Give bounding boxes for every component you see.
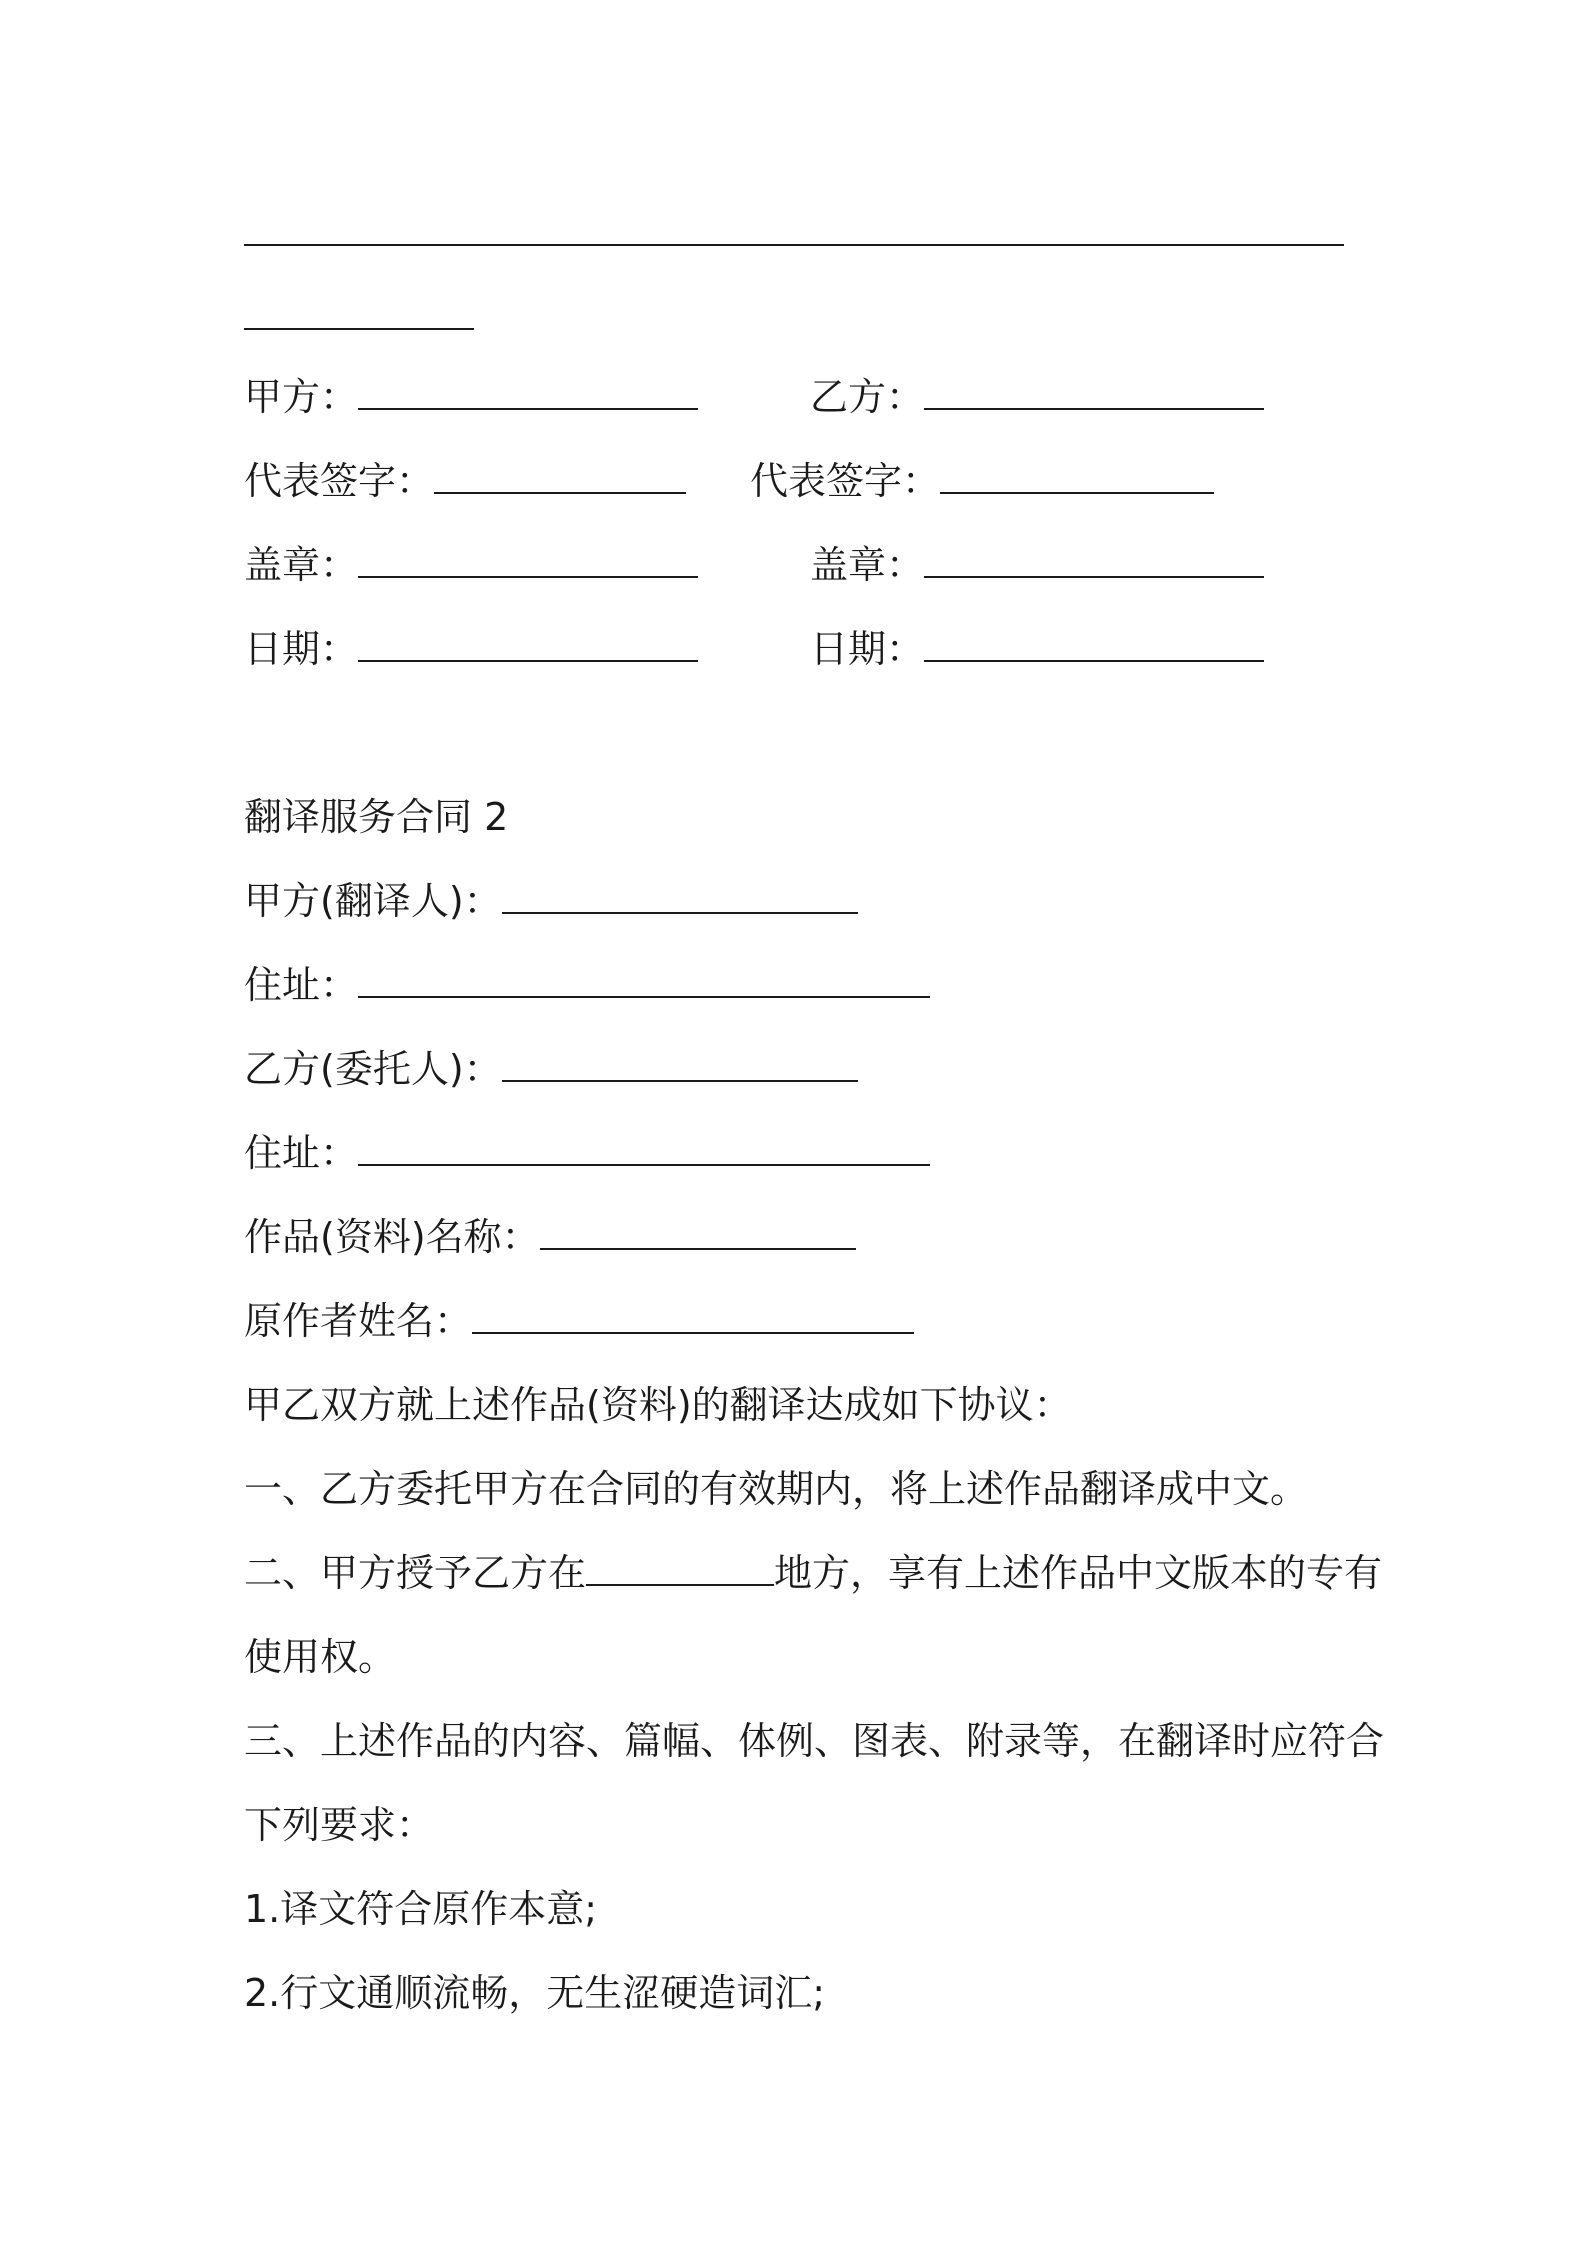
clause-1: 一、乙方委托甲方在合同的有效期内，将上述作品翻译成中文。 <box>244 1467 1309 1511</box>
party-b-row <box>810 374 1264 420</box>
fill-line-short <box>244 294 474 340</box>
date-a-blank[interactable] <box>358 630 698 662</box>
date-b-row <box>810 626 1264 672</box>
translator-address-row <box>244 962 930 1008</box>
seal-b-row <box>810 542 1264 588</box>
requirement-2: 2.行文通顺流畅，无生涩硬造词汇; <box>244 1971 826 2015</box>
party-b-label: 乙方： <box>810 375 925 419</box>
date-b-label: 日期： <box>810 627 925 671</box>
party-a-row <box>244 374 698 420</box>
seal-a-row <box>244 542 698 588</box>
rep-sign-a-row <box>244 458 686 504</box>
clause-3: 三、上述作品的内容、篇幅、体例、图表、附录等，在翻译时应符合 <box>244 1719 1385 1763</box>
date-a-row <box>244 626 698 672</box>
work-name-label: 作品(资料)名称： <box>244 1215 540 1259</box>
author-name-blank[interactable] <box>472 1302 914 1334</box>
clause-2-row <box>244 1550 1382 1596</box>
clause-2-prefix: 二、甲方授予乙方在 <box>244 1551 587 1595</box>
client-address-row <box>244 1130 930 1176</box>
clause-2-place-blank[interactable] <box>586 1554 774 1586</box>
translator-address-blank[interactable] <box>358 966 930 998</box>
translator-blank[interactable] <box>502 882 858 914</box>
rep-sign-a-label: 代表签字： <box>244 459 435 503</box>
translator-row <box>244 878 858 924</box>
date-a-label: 日期： <box>244 627 359 671</box>
rep-sign-b-label: 代表签字： <box>750 459 941 503</box>
requirement-1: 1.译文符合原作本意; <box>244 1887 598 1931</box>
author-name-row <box>244 1298 914 1344</box>
rep-sign-b-blank[interactable] <box>940 462 1214 494</box>
contract-title: 翻译服务合同 2 <box>244 795 509 839</box>
client-address-label: 住址： <box>244 1131 359 1175</box>
work-name-row <box>244 1214 856 1260</box>
clause-2-suffix: 地方，享有上述作品中文版本的专有 <box>774 1551 1383 1595</box>
agreement-intro: 甲乙双方就上述作品(资料)的翻译达成如下协议： <box>244 1383 1072 1427</box>
author-name-label: 原作者姓名： <box>244 1299 473 1343</box>
date-b-blank[interactable] <box>924 630 1264 662</box>
seal-a-blank[interactable] <box>358 546 698 578</box>
party-a-label: 甲方： <box>244 375 359 419</box>
translator-label: 甲方(翻译人)： <box>244 879 502 923</box>
work-name-blank[interactable] <box>540 1218 856 1250</box>
translator-address-label: 住址： <box>244 963 359 1007</box>
fill-line-long <box>244 210 1344 256</box>
seal-b-blank[interactable] <box>924 546 1264 578</box>
party-a-blank[interactable] <box>358 378 698 410</box>
rep-sign-a-blank[interactable] <box>434 462 686 494</box>
clause-3-cont: 下列要求： <box>244 1803 435 1847</box>
client-row <box>244 1046 858 1092</box>
party-b-blank[interactable] <box>924 378 1264 410</box>
client-blank[interactable] <box>502 1050 858 1082</box>
clause-2-cont: 使用权。 <box>244 1635 397 1679</box>
rep-sign-b-row <box>750 458 1214 504</box>
seal-b-label: 盖章： <box>810 543 925 587</box>
client-label: 乙方(委托人)： <box>244 1047 502 1091</box>
client-address-blank[interactable] <box>358 1134 930 1166</box>
seal-a-label: 盖章： <box>244 543 359 587</box>
